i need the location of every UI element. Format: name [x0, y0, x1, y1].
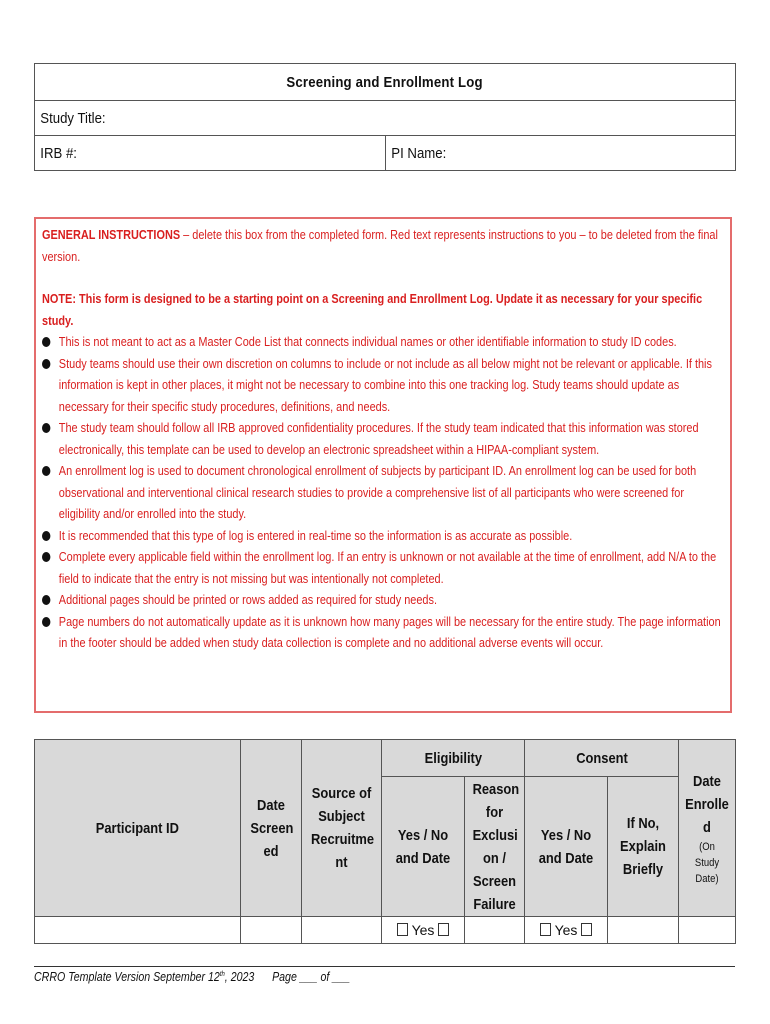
list-item [42, 460, 722, 525]
list-item-text: The study team should follow all IRB approved confidentiality procedures. If the study team indicated that this information was stored electronically, this template can be used to develop an electronic spreadsheet within a HIPAA-compliant system. [58, 420, 699, 457]
footer-divider [34, 966, 735, 967]
log-title: Screening and Enrollment Log [286, 73, 484, 91]
date-enrolled-note: (On Study Date) [694, 840, 720, 885]
list-item-text: This is not meant to act as a Master Code List that connects individual names or other identifiable information to study ID codes. [58, 334, 677, 349]
bullet-icon [42, 595, 50, 605]
explain-cell[interactable] [608, 917, 679, 944]
bullet-icon [42, 359, 50, 369]
header-box [34, 63, 736, 171]
list-item [42, 353, 722, 418]
date-enrolled-cell[interactable] [679, 917, 736, 944]
col-source-recruitment: Source of Subject Recruitme nt [302, 740, 382, 917]
bullet-icon [42, 531, 50, 541]
page-number: Page ___ of ___ [272, 970, 351, 984]
screening-log-table [34, 739, 736, 944]
list-item [42, 546, 722, 589]
title-row [35, 64, 735, 100]
irb-label: IRB #: [40, 144, 77, 162]
pi-label: PI Name: [391, 144, 447, 162]
eligibility-no-checkbox[interactable] [438, 923, 449, 936]
consent-no-checkbox[interactable] [581, 923, 592, 936]
group-eligibility: Eligibility [382, 740, 525, 777]
study-title-label: Study Title: [40, 109, 106, 127]
list-item [42, 611, 722, 654]
date-screened-cell[interactable] [241, 917, 302, 944]
instructions-list [42, 331, 722, 654]
consent-yes-checkbox[interactable] [540, 923, 551, 936]
col-date-screened: Date Screen ed [241, 740, 302, 917]
list-item [42, 417, 722, 460]
reason-cell[interactable] [465, 917, 525, 944]
list-item [42, 525, 722, 547]
participant-id-cell[interactable] [35, 917, 241, 944]
group-consent: Consent [525, 740, 679, 777]
bullet-icon [42, 617, 50, 627]
list-item-text: Complete every applicable field within the enrollment log. If an entry is unknown or not available at the time of enrollment, add N/A to the field to indicate that the entry is not missing but was intentionally not completed. [58, 549, 717, 586]
eligibility-yes-checkbox[interactable] [397, 923, 408, 936]
eligibility-yes-label: Yes [411, 922, 435, 938]
template-version: CRRO Template Version September 12th, 2023 [34, 970, 255, 984]
eligibility-cell [382, 917, 465, 944]
list-item-text: An enrollment log is used to document chronological enrollment of subjects by participant ID. An enrollment log can be used for both observational and interventional clinical research studies to provide a comprehensive list of all participants who were screened for eligibility and/or enrolled into the study. [58, 463, 697, 521]
pi-cell [386, 136, 735, 170]
study-title-row [35, 100, 735, 135]
list-item [42, 331, 722, 353]
col-eligibility-yes-no: Yes / No and Date [382, 777, 465, 917]
list-item-text: Page numbers do not automatically update as it is unknown how many pages will be necessary for the entire study. The page information in the footer should be added when study data collection is complete and no additional adverse events will occur. [58, 613, 721, 650]
source-cell[interactable] [302, 917, 382, 944]
table-row [35, 917, 736, 944]
list-item-text: It is recommended that this type of log is entered in real-time so the information is as accurate as possible. [58, 527, 573, 543]
list-item-text: Study teams should use their own discretion on columns to include or not include as all below might not be relevant or applicable. If this information is kept in other places, it might not be necessary to combine into this one tracking log. Study teams should update as necessary for their specific study procedures, definitions, and needs. [58, 355, 712, 414]
instructions-box [34, 217, 732, 713]
footer [34, 970, 350, 984]
bullet-icon [42, 552, 50, 562]
bullet-icon [42, 466, 50, 476]
note-text: NOTE: This form is designed to be a starting point on a Screening and Enrollment Log. Update it as necessary for your specific study. [42, 291, 703, 328]
general-instructions [42, 224, 722, 267]
col-explain-briefly: If No, Explain Briefly [608, 777, 679, 917]
col-consent-yes-no: Yes / No and Date [525, 777, 608, 917]
col-date-enrolled: Date Enrolle d (On Study Date) [679, 740, 736, 917]
list-item-text: Additional pages should be printed or rows added as required for study needs. [58, 592, 437, 607]
general-instructions-heading: GENERAL INSTRUCTIONS [42, 227, 181, 242]
col-participant-id: Participant ID [35, 740, 241, 917]
bullet-icon [42, 337, 50, 347]
irb-cell [35, 136, 386, 170]
bullet-icon [42, 423, 50, 433]
list-item [42, 589, 722, 611]
consent-cell [525, 917, 608, 944]
general-instructions-text: – delete this box from the completed form. Red text represents instructions to you – to be deleted from the final version. [42, 227, 718, 264]
col-reason-exclusion: Reason for Exclusi on / Screen Failure [465, 777, 525, 917]
consent-yes-label: Yes [554, 922, 578, 938]
irb-pi-row [35, 135, 735, 170]
